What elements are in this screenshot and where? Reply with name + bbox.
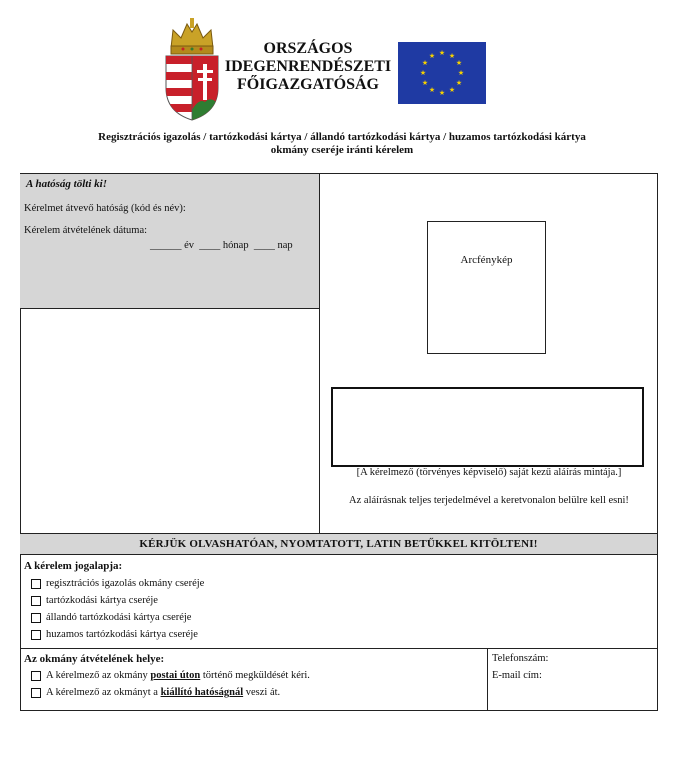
signature-box[interactable] xyxy=(331,387,644,467)
svg-text:★: ★ xyxy=(421,59,429,67)
svg-text:★: ★ xyxy=(438,49,446,57)
pickup-title: Az okmány átvételének helye: xyxy=(24,653,165,665)
photo-label: Arcfénykép xyxy=(460,254,513,266)
svg-text:★: ★ xyxy=(448,86,456,94)
svg-text:★: ★ xyxy=(448,52,456,60)
upper-divider xyxy=(319,174,320,533)
svg-text:★: ★ xyxy=(438,89,446,97)
photo-box[interactable] xyxy=(427,221,546,354)
agency-line-3: FŐIGAZGATÓSÁG xyxy=(237,76,379,93)
agency-line-1: ORSZÁGOS xyxy=(263,40,353,57)
svg-text:★: ★ xyxy=(421,79,429,87)
option-label: tartózkodási kártya cseréje xyxy=(46,595,158,606)
option-label xyxy=(46,687,280,698)
checkbox[interactable] xyxy=(31,579,41,589)
option-text-emphasis: postai úton xyxy=(150,670,201,681)
svg-text:★: ★ xyxy=(455,59,463,67)
form-title xyxy=(40,131,644,157)
checkbox[interactable] xyxy=(31,630,41,640)
instruction-banner: KÉRJÜK OLVASHATÓAN, NYOMTATOTT, LATIN BETŰKKEL KITÖLTENI! xyxy=(20,533,657,555)
option-label: regisztrációs igazolás okmány cseréje xyxy=(46,578,205,589)
eu-flag-icon xyxy=(398,42,486,104)
pickup-top-line xyxy=(20,648,658,649)
legal-basis-option-2[interactable] xyxy=(31,595,158,606)
option-text-pre: A kérelmező az okmányt a xyxy=(46,687,161,698)
agency-name xyxy=(224,40,392,94)
option-label: huzamos tartózkodási kártya cseréje xyxy=(46,629,198,640)
option-text-post: történő megküldését kéri. xyxy=(200,670,310,681)
option-text-post: veszi át. xyxy=(243,687,281,698)
legal-basis-option-3[interactable] xyxy=(31,612,191,623)
option-text-emphasis: kiállító hatóságnál xyxy=(160,687,244,698)
authority-heading: A hatóság tölti ki! xyxy=(26,178,107,190)
legal-basis-title: A kérelem jogalapja: xyxy=(24,560,123,572)
legal-basis-option-4[interactable] xyxy=(31,629,198,640)
option-text-pre: A kérelmező az okmány xyxy=(46,670,151,681)
svg-text:★: ★ xyxy=(457,69,465,77)
svg-text:★: ★ xyxy=(419,69,427,77)
contact-divider xyxy=(487,648,488,711)
received-date-fields[interactable]: ______ év ____ hónap ____ nap xyxy=(150,240,293,251)
signature-caption: [A kérelmező (törvényes képviselő) saját kezű aláírás mintája.] xyxy=(356,467,622,478)
option-label xyxy=(46,670,310,681)
checkbox[interactable] xyxy=(31,613,41,623)
received-by-label: Kérelmet átvevő hatóság (kód és név): xyxy=(24,203,186,214)
checkbox[interactable] xyxy=(31,596,41,606)
authority-bottom-line xyxy=(20,308,320,309)
form-title-line-1: Regisztrációs igazolás / tartózkodási kártya / állandó tartózkodási kártya / huzamos tartózkodási kártya xyxy=(98,131,586,143)
svg-text:★: ★ xyxy=(428,52,436,60)
agency-line-2: IDEGENRENDÉSZETI xyxy=(224,58,392,75)
pickup-option-authority[interactable] xyxy=(31,687,280,698)
pickup-option-post[interactable] xyxy=(31,670,310,681)
signature-note: Az aláírásnak teljes terjedelmével a keretvonalon belülre kell esni! xyxy=(349,495,629,506)
phone-label[interactable]: Telefonszám: xyxy=(492,653,549,664)
svg-text:★: ★ xyxy=(455,79,463,87)
svg-text:★: ★ xyxy=(428,86,436,94)
legal-basis-option-1[interactable] xyxy=(31,578,204,589)
received-date-label: Kérelem átvételének dátuma: xyxy=(24,225,148,236)
hungarian-coat-of-arms-icon xyxy=(163,18,221,122)
option-label: állandó tartózkodási kártya cseréje xyxy=(46,612,192,623)
checkbox[interactable] xyxy=(31,671,41,681)
email-label[interactable]: E-mail cím: xyxy=(492,670,542,681)
checkbox[interactable] xyxy=(31,688,41,698)
form-title-line-2: okmány cseréje iránti kérelem xyxy=(270,144,414,156)
